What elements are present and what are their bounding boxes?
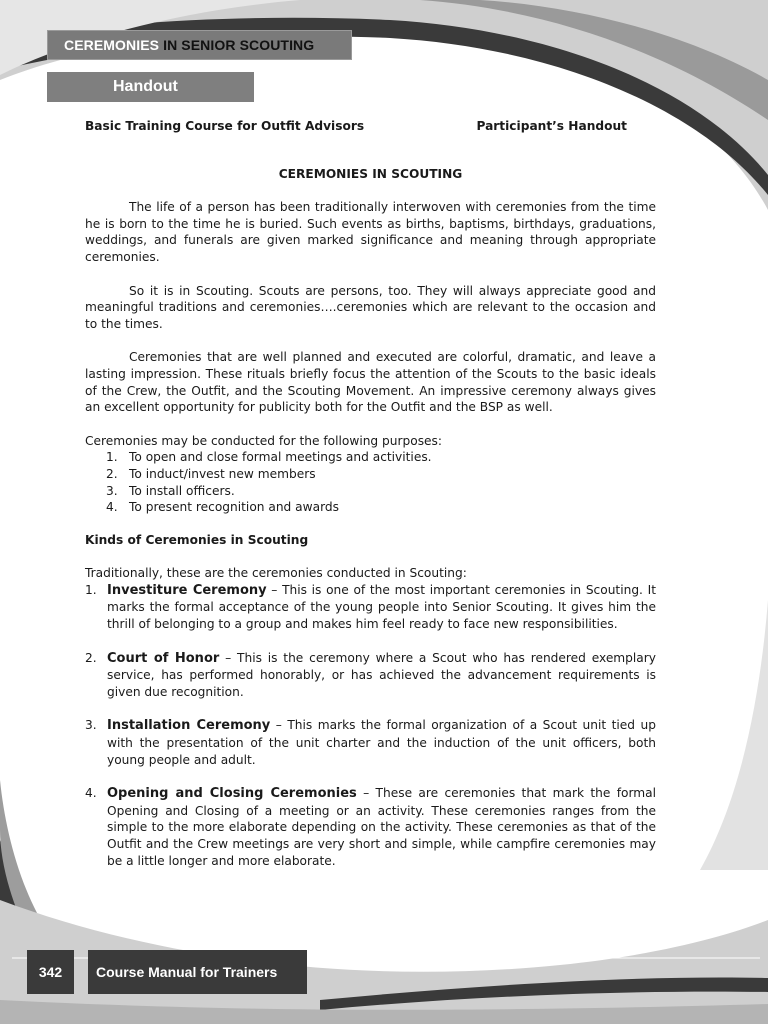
manual-title: Course Manual for Trainers xyxy=(88,950,307,994)
list-item: 1. Investiture Ceremony – This is one of the most important ceremonies in Scouting. It marks the formal acceptance of the young people into Senior Scouting. It gives him the thrill of belonging to a group and makes him feel ready to face new responsibilities. xyxy=(85,582,656,632)
course-title: Basic Training Course for Outfit Advisors xyxy=(85,119,365,133)
list-item: 4. To present recognition and awards xyxy=(106,500,339,515)
paragraph: Ceremonies that are well planned and executed are colorful, dramatic, and leave a lasting impression. These rituals briefly focus the attention of the Scouts to the basic ideals of the Crew, the Outfit, and the Scouting Movement. An impressive ceremony always gives an excellent opportunity for publicity both for the Outfit and the BSP as well. xyxy=(85,350,656,415)
paragraph: So it is in Scouting. Scouts are persons, too. They will always appreciate good and meaningful traditions and ceremonies….ceremonies which are relevant to the occasion and to the times. xyxy=(85,283,656,331)
list-item: 1. To open and close formal meetings and activities. xyxy=(106,450,432,465)
kinds-intro: Traditionally, these are the ceremonies conducted in Scouting: xyxy=(85,566,467,581)
paragraph: The life of a person has been traditionally interwoven with ceremonies from the time he is born to the time he is buried. Such events as births, baptisms, birthdays, graduations, weddings, and funerals are given marked significance and meaning through appropriate ceremonies. xyxy=(85,200,656,264)
list-item: 2. Court of Honor – This is the ceremony where a Scout who has rendered exemplary service, has performed honorably, or has achieved the advancement requirements is given due recognition. xyxy=(85,650,656,699)
main-title: CEREMONIES IN SCOUTING xyxy=(278,166,463,181)
document-body xyxy=(85,118,656,869)
list-item: 4. Opening and Closing Ceremonies – These are ceremonies that mark the formal Opening and Closing of a meeting or an activity. These ceremonies ranges from the simple to the more elaborate depending on the activity. These ceremonies as that of the Outfit and the Crew meetings are very short and simple, while campfire ceremonies may be a little longer and more elaborate. xyxy=(85,786,656,868)
page-number: 342 xyxy=(27,950,74,994)
list-item: 3. Installation Ceremony – This marks the formal organization of a Scout unit tied up with the presentation of the unit charter and the induction of the unit officers, both young people and adult. xyxy=(85,718,656,767)
handout-label: Participant’s Handout xyxy=(476,119,627,133)
kinds-list xyxy=(85,582,656,869)
list-item: 3. To install officers. xyxy=(106,483,235,498)
doc-header-row xyxy=(85,118,656,135)
kinds-heading: Kinds of Ceremonies in Scouting xyxy=(85,532,309,547)
section-title-rest: IN SENIOR SCOUTING xyxy=(159,37,315,53)
handout-tab: Handout xyxy=(47,72,254,102)
ceremony-name: Court of Honor xyxy=(107,650,220,666)
ceremony-name: Investiture Ceremony xyxy=(107,582,267,598)
list-item: 2. To induct/invest new members xyxy=(106,466,316,481)
section-header xyxy=(47,30,352,60)
ceremony-name: Opening and Closing Ceremonies xyxy=(107,786,357,802)
right-edge-swoosh xyxy=(700,600,768,870)
section-title-prefix: CEREMONIES xyxy=(64,37,160,53)
purposes-list xyxy=(85,449,656,515)
purposes-intro: Ceremonies may be conducted for the following purposes: xyxy=(85,433,443,448)
ceremony-name: Installation Ceremony xyxy=(107,718,271,734)
